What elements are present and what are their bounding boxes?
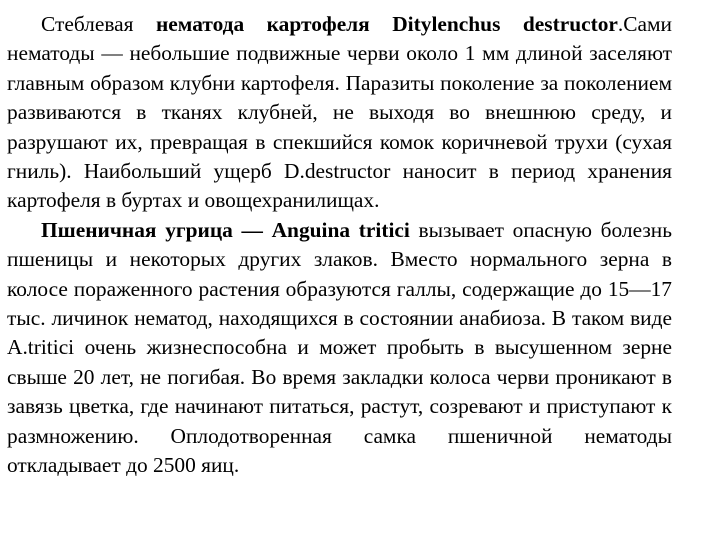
paragraph-lead-bold: Пшеничная угрица — Anguina tritici <box>41 217 410 242</box>
paragraph-lead-bold: нематода картофеля Ditylenchus destructor <box>155 12 618 36</box>
paragraph-body: вызывает опасную болезнь пшеницы и некоторых других злаков. Вместо нормального зерна в колосе пораженного растения образуются галлы, содержащие до 15—17 тыс. личинок нематод, находящихся в состоянии анабиоза. В таком виде A.tritici очень жизнеспособна и может пробыть в высушенном зерне свыше 20 лет, не погибая. Во время закладки колоса черви проникают в завязь цветка, где начинают питаться, растут, созревают и приступают к размножению. Оплодотворенная самка пшеничной нематоды откладывает до 2500 яиц. <box>7 217 672 478</box>
paragraph-lead-plain: Стеблевая <box>41 12 156 36</box>
paragraph-body: .Сами нематоды — небольшие подвижные черви около 1 мм длиной заселяют главным образом клубни картофеля. Паразиты поколение за поколением развиваются в тканях клубней, не выходя во внешнюю среду, и разрушают их, превращая в спекшийся комок коричневой трухи (сухая гниль). Наибольший ущерб D.destructor наносит в период хранения картофеля в буртах и овощехранилищах. <box>7 12 672 213</box>
paragraph-stem-nematode <box>7 10 672 216</box>
paragraph-wheat-nematode <box>7 216 672 481</box>
document-text <box>7 10 672 481</box>
